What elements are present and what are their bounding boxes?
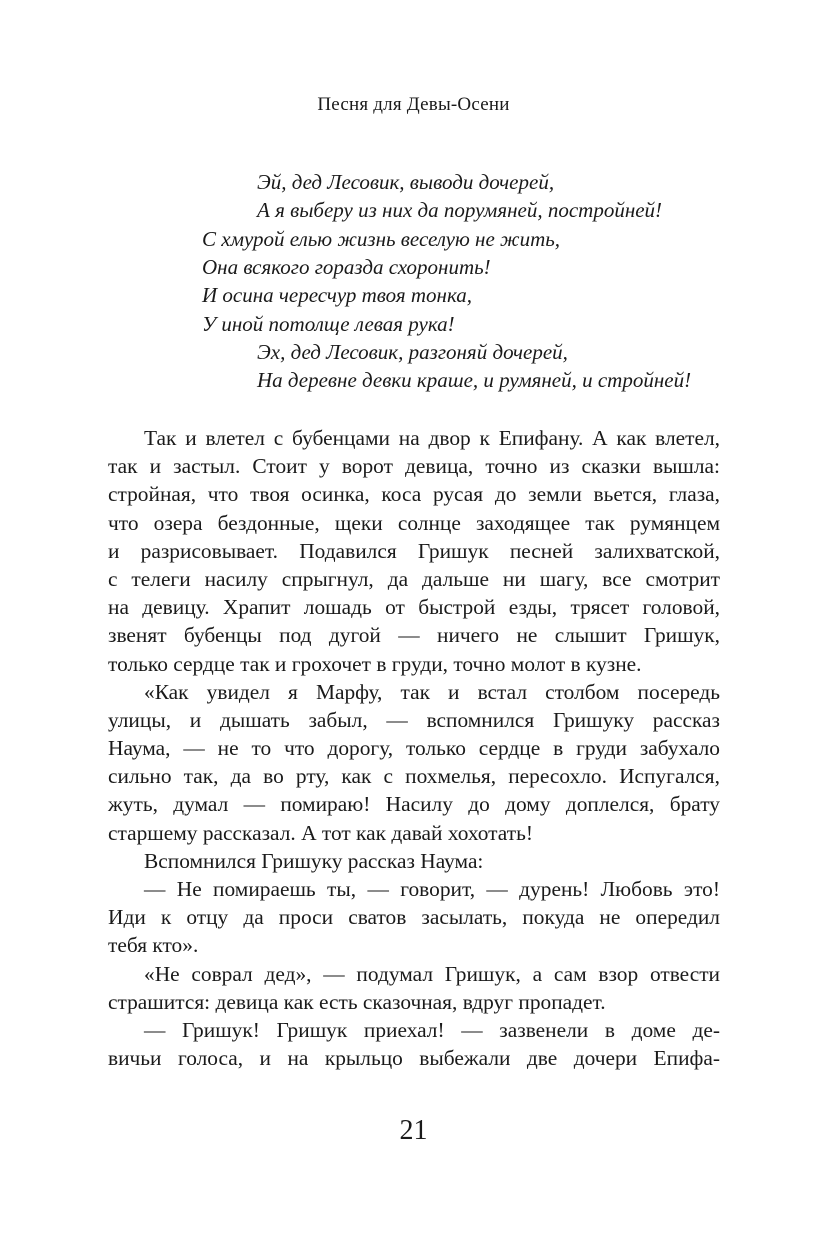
text-line: так и застыл. Стоит у ворот девица, точно из сказки вышла: <box>108 454 720 479</box>
text-line: звенят бубенцы под дугой — ничего не слышит Гришук, <box>108 623 720 648</box>
verse-line: На деревне девки краше, и румяней, и стройней! <box>257 368 692 393</box>
text-line: улицы, и дышать забыл, — вспомнился Гришуку рассказ <box>108 707 720 732</box>
text-line: стройная, что твоя осинка, коса русая до земли вьется, глаза, <box>108 482 720 507</box>
text-line: жуть, думал — помираю! Насилу до дому доплелся, брату <box>108 792 720 817</box>
running-head: Песня для Девы-Осени <box>317 94 510 115</box>
text-line: сильно так, да во рту, как с похмелья, пересохло. Испугался, <box>108 764 720 789</box>
text-line: Так и влетел с бубенцами на двор к Епифану. А как влетел, <box>144 426 720 450</box>
text-line: тебя кто». <box>108 933 199 958</box>
text-line: «Как увидел я Марфу, так и встал столбом посередь <box>144 679 720 704</box>
text-line: страшится: девица как есть сказочная, вдруг пропадет. <box>108 989 606 1014</box>
verse-line: И осина чересчур твоя тонка, <box>202 283 473 308</box>
text-line: с телеги насилу спрыгнул, да дальше ни шагу, все смотрит <box>108 566 720 591</box>
text-line: — Не помираешь ты, — говорит, — дурень! Любовь это! <box>144 877 720 901</box>
text-line: — Гришук! Гришук приехал! — зазвенели в доме де- <box>144 1017 720 1042</box>
text-line: старшему рассказал. А тот как давай хохотать! <box>108 820 533 845</box>
verse-line: Эй, дед Лесовик, выводи дочерей, <box>257 170 555 194</box>
text-line: что озера бездонные, щеки солнце заходящее так румянцем <box>108 510 720 535</box>
verse-line: Эх, дед Лесовик, разгоняй дочерей, <box>257 339 568 364</box>
text-line: только сердце так и грохочет в груди, точно молот в кузне. <box>108 651 642 676</box>
verse-line: У иной потолще левая рука! <box>202 311 455 336</box>
text-line: Наума, — не то что дорогу, только сердце в груди забухало <box>108 736 720 761</box>
text-line: вичьи голоса, и на крыльцо выбежали две дочери Епифа- <box>108 1046 720 1071</box>
text-line: Вспомнился Гришуку рассказ Наума: <box>144 848 484 873</box>
text-line: и разрисовывает. Подавился Гришук песней залихватской, <box>108 538 720 563</box>
verse-line: С хмурой елью жизнь веселую не жить, <box>202 226 561 251</box>
page-number: 21 <box>399 1115 428 1146</box>
body-text <box>108 424 720 1072</box>
text-line: «Не соврал дед», — подумал Гришук, а сам взор отвести <box>144 961 720 986</box>
verse-line: Она всякого горазда схоронить! <box>202 254 491 279</box>
verse-line: А я выберу из них да порумяней, постройней! <box>257 198 663 223</box>
text-line: Иди к отцу да проси сватов засылать, покуда не опередил <box>108 905 720 930</box>
text-line: на девицу. Храпит лошадь от быстрой езды, трясет головой, <box>108 595 720 620</box>
